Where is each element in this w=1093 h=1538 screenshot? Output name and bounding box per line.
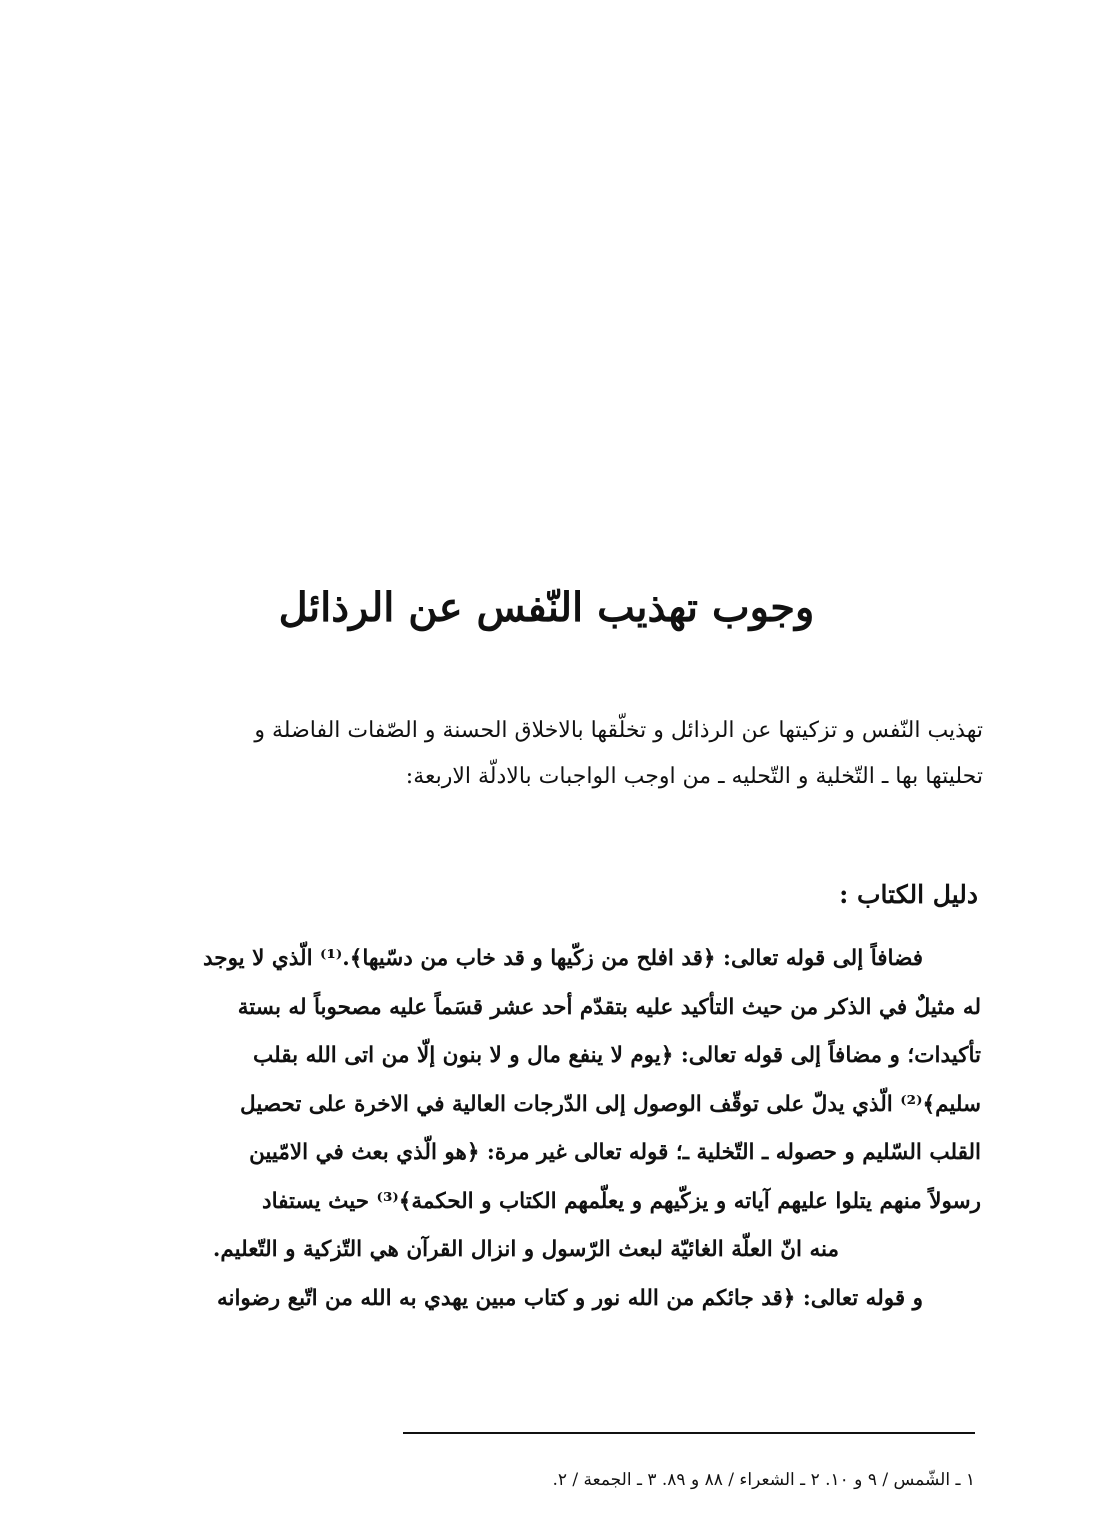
- body-line: منه انّ العلّة الغائيّة لبعث الرّسول و انزال القرآن هي التّزكية و التّعليم.: [212, 1237, 839, 1262]
- body-line: له مثيلٌ في الذكر من حيث التأكيد عليه بتقدّم أحد عشر قسَماً عليه مصحوباً له بستة: [237, 994, 981, 1020]
- body-line: رسولاً منهم يتلوا عليهم آياته و يزكّيهم و يعلّمهم الكتاب و الحكمة﴾⁽³⁾ حيث يستفاد: [262, 1188, 981, 1214]
- footnotes: ١ ـ الشّمس / ٩ و ١٠. ٢ ـ الشعراء / ٨٨ و ٨٩. ٣ ـ الجمعة / ٢.: [552, 1470, 975, 1490]
- body-paragraph: [106, 935, 981, 1323]
- body-line: سليم﴾⁽²⁾ الّذي يدلّ على توقّف الوصول إلى الدّرجات العالية في الاخرة على تحصيل: [240, 1091, 981, 1117]
- intro-line: تحليتها بها ـ التّخلية و التّحليه ـ من اوجب الواجبات بالادلّة الاربعة:: [405, 764, 983, 789]
- body-line: تأكيدات؛ و مضافاً إلى قوله تعالى: ﴿يوم لا ينفع مال و لا بنون إلّا من اتى الله بقلب: [253, 1043, 981, 1068]
- body-line: و قوله تعالى: ﴿قد جائكم من الله نور و كتاب مبين يهدي به الله من اتّبع رضوانه: [216, 1285, 923, 1311]
- body-line: القلب السّليم و حصوله ـ التّخلية ـ؛ قوله تعالى غير مرة: ﴿هو الّذي بعث في الامّيين: [249, 1140, 981, 1165]
- page-title: وجوب تهذيب النّفس عن الرذائل: [278, 584, 815, 631]
- intro-paragraph: [103, 708, 983, 800]
- body-line: فضافاً إلى قوله تعالى: ﴿قد افلح من زكّيها و قد خاب من دسّيها﴾.⁽¹⁾ الّذي لا يوجد: [203, 946, 923, 971]
- section-heading: دليل الكتاب :: [839, 880, 978, 909]
- intro-line: تهذيب النّفس و تزكيتها عن الرذائل و تخلّقها بالاخلاق الحسنة و الصّفات الفاضلة و: [254, 718, 983, 743]
- footnote-divider: [403, 1432, 975, 1434]
